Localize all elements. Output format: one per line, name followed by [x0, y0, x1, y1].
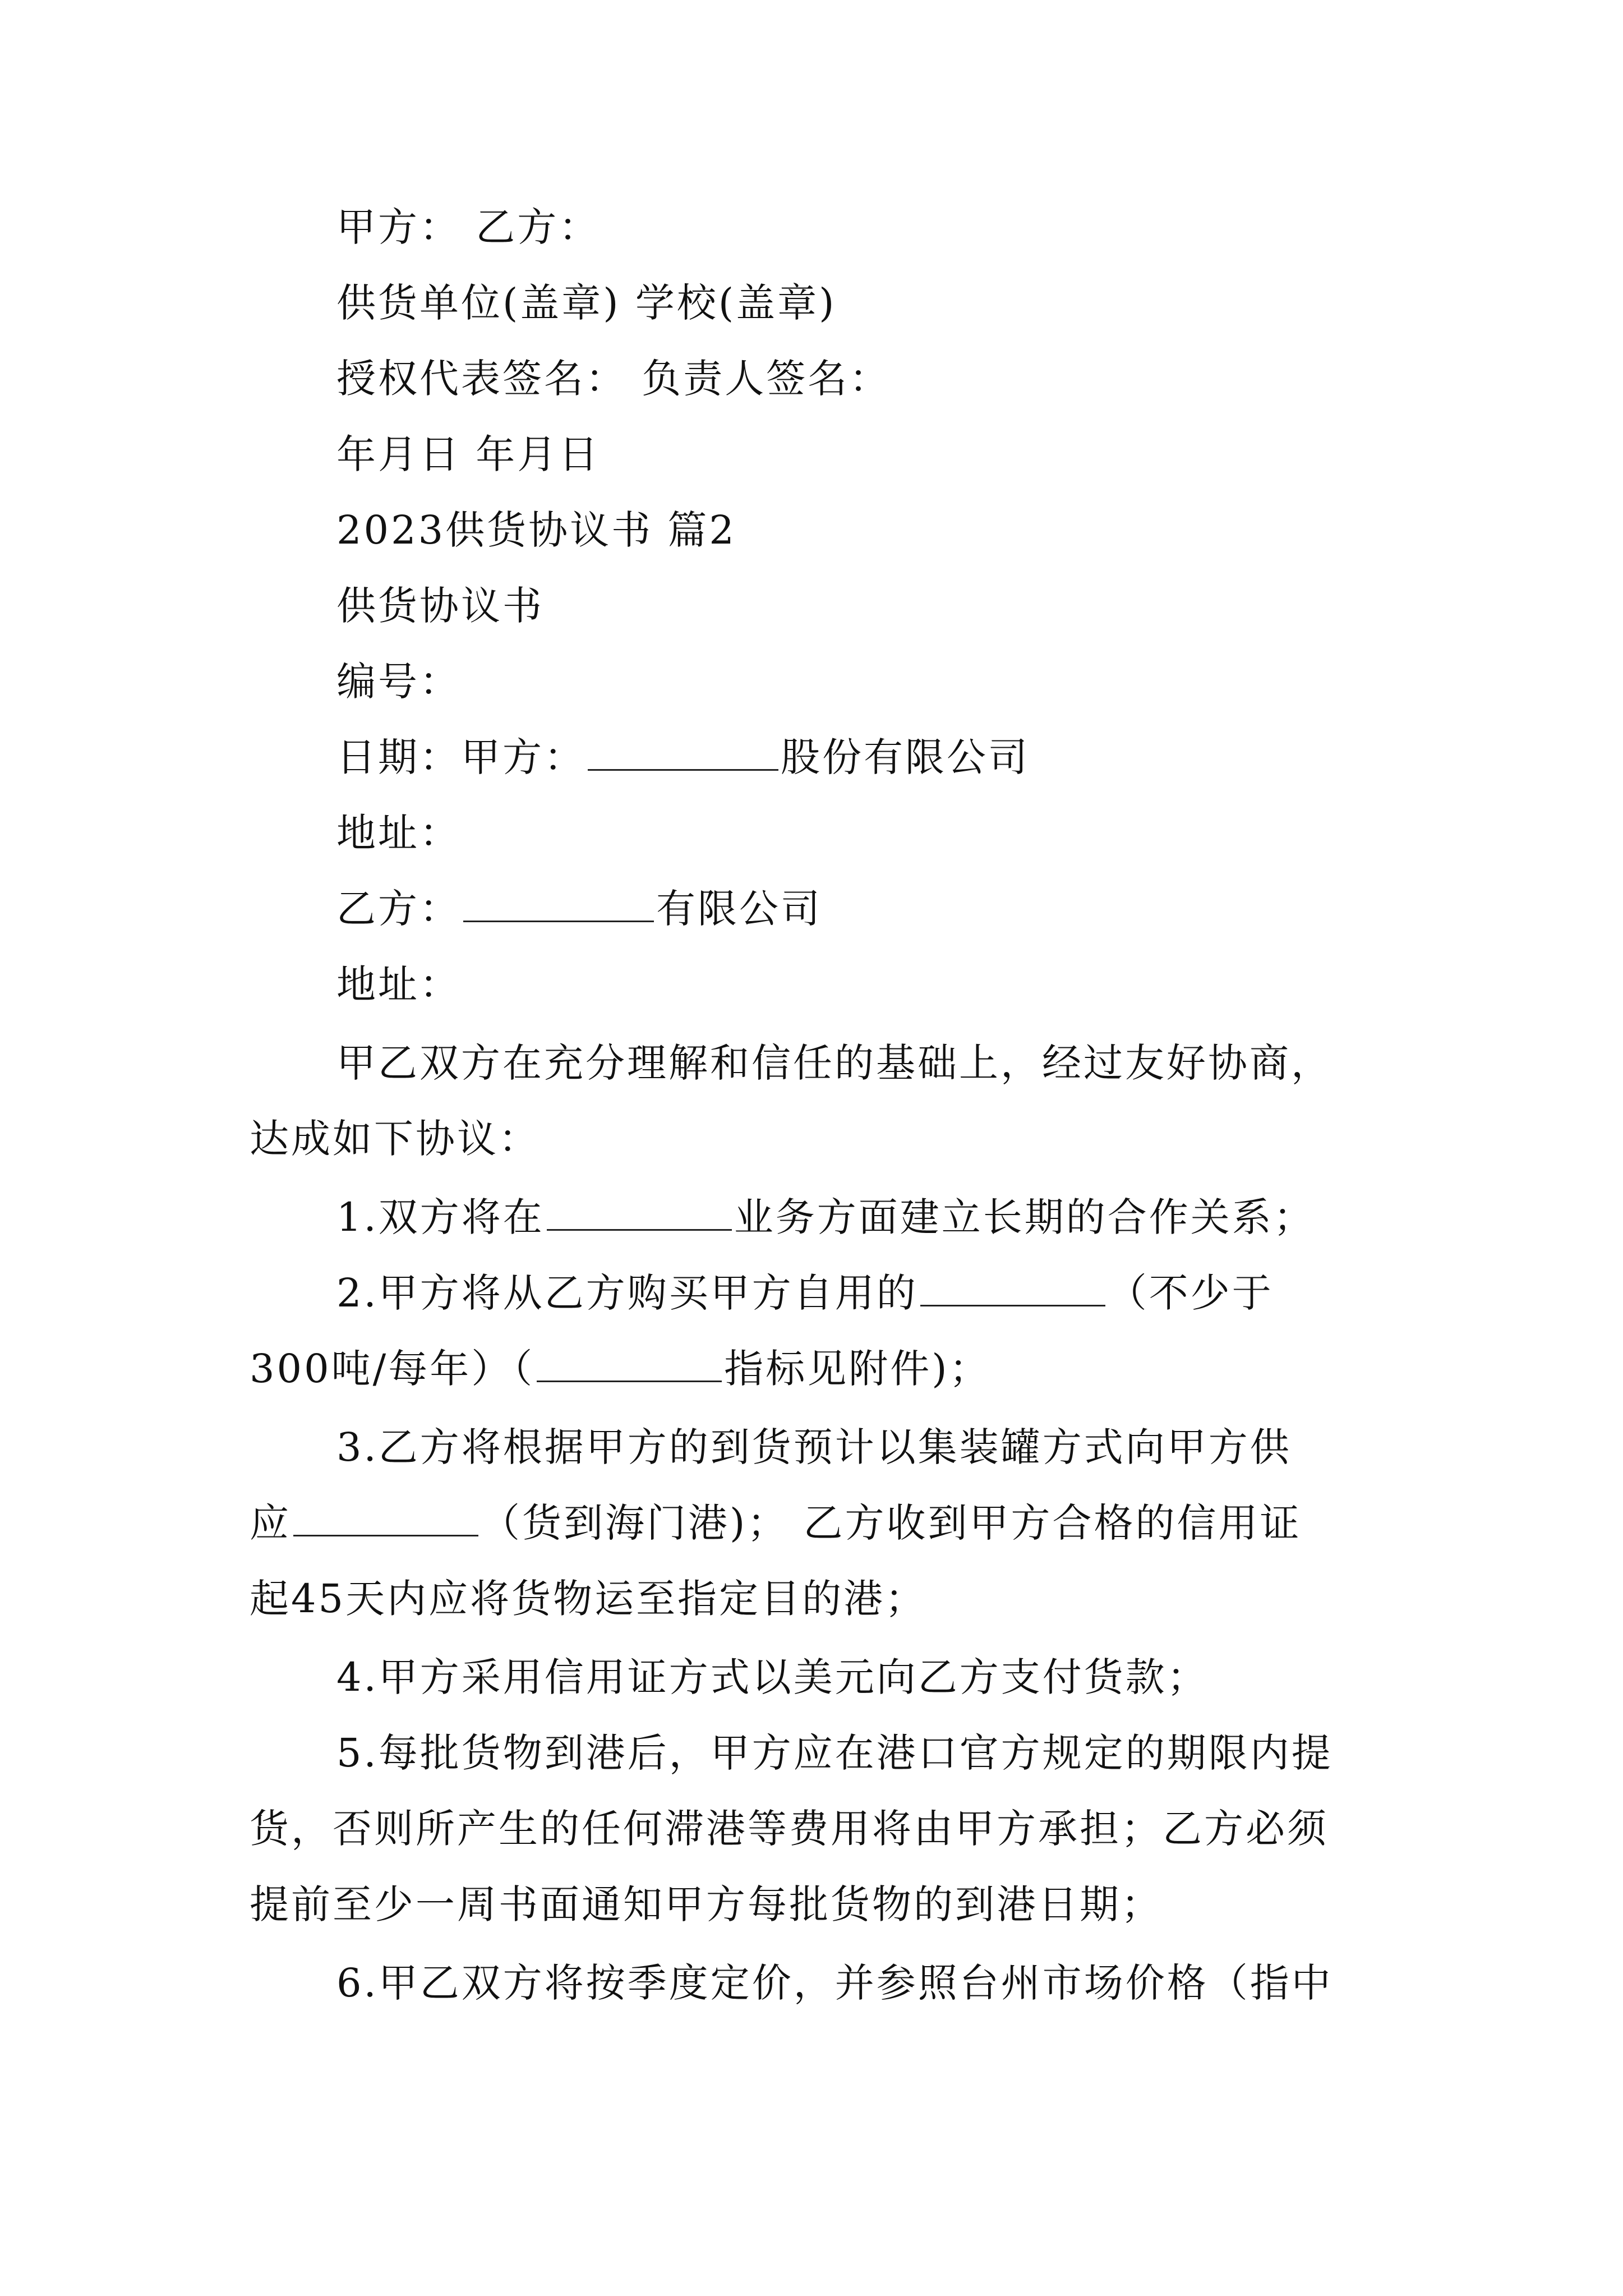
clause-2-start: 2.甲方将从乙方购买甲方自用的: [336, 1270, 918, 1316]
party-b-blank: [463, 886, 654, 922]
clause-3-line-3: [250, 1571, 926, 1627]
document-title: [336, 578, 544, 634]
seal-line: [336, 275, 837, 331]
clause-5-line-2: [250, 1801, 1329, 1857]
clause-2-line-1: [336, 1265, 1274, 1321]
clause-5-line-1: [336, 1725, 1333, 1781]
date-party-a-line: [336, 729, 1030, 785]
section-heading-text: 2023供货协议书 篇2: [336, 507, 736, 553]
clause-5-line-3: [250, 1876, 1163, 1932]
number-line: [336, 654, 461, 710]
clause-1-start: 1.双方将在: [336, 1194, 545, 1240]
signature-line: [336, 351, 891, 407]
address-a-line: [336, 805, 461, 861]
address-a-label: 地址：: [336, 810, 461, 856]
seal-text: 供货单位(盖章) 学校(盖章): [336, 280, 837, 326]
address-b-line: [336, 956, 461, 1013]
clause-2-spec: 指标见附件)；: [724, 1346, 991, 1392]
parties-text: 甲方： 乙方：: [336, 204, 601, 250]
signature-parties-line: [336, 199, 600, 255]
section-heading: [336, 502, 736, 558]
intro-text-2: 达成如下协议：: [250, 1116, 540, 1162]
clause-3-supply: 应: [250, 1500, 291, 1546]
date-text: 年月日 年月日: [336, 431, 601, 477]
clause-3-text-2: （货到海门港)； 乙方收到甲方合格的信用证: [481, 1500, 1302, 1546]
party-b-label: 乙方：: [336, 886, 461, 932]
clause-3-blank: [293, 1500, 478, 1536]
clause-1-blank: [547, 1194, 732, 1231]
date-line: [336, 426, 600, 482]
intro-text-1: 甲乙双方在充分理解和信任的基础上，经过友好协商，: [336, 1040, 1332, 1086]
clause-3-text-1: 3.乙方将根据甲方的到货预计以集装罐方式向甲方供: [336, 1424, 1292, 1470]
intro-paragraph-line-1: [336, 1035, 1332, 1091]
party-a-company-suffix: 股份有限公司: [781, 734, 1030, 780]
document-title-text: 供货协议书: [336, 583, 544, 629]
clause-2-line-2: [250, 1341, 991, 1397]
clause-3-line-2: [250, 1495, 1302, 1551]
party-b-line: [336, 881, 822, 937]
intro-paragraph-line-2: [250, 1111, 540, 1167]
clause-4: [336, 1649, 1209, 1705]
clause-3-line-1: [336, 1419, 1292, 1475]
clause-2-quantity: 300吨/每年）（: [250, 1346, 535, 1392]
clause-5-text-2: 货，否则所产生的任何滞港等费用将由甲方承担；乙方必须: [250, 1806, 1329, 1852]
clause-3-text-3: 起45天内应将货物运至指定目的港；: [250, 1576, 927, 1622]
clause-6-text-1: 6.甲乙双方将按季度定价，并参照台州市场价格（指中: [336, 1960, 1333, 2006]
clause-2-blank-1: [920, 1270, 1105, 1306]
clause-4-text: 4.甲方采用信用证方式以美元向乙方支付货款；: [336, 1654, 1209, 1700]
number-label: 编号：: [336, 659, 461, 705]
signature-text: 授权代表签名： 负责人签名：: [336, 356, 891, 402]
clause-1: [336, 1189, 1315, 1245]
clause-1-end: 业务方面建立长期的合作关系；: [734, 1194, 1315, 1240]
clause-6-line-1: [336, 1955, 1333, 2011]
clause-5-text-3: 提前至少一周书面通知甲方每批货物的到港日期；: [250, 1881, 1163, 1927]
party-a-blank: [588, 734, 778, 771]
date-party-a-label: 日期：甲方：: [336, 734, 585, 780]
address-b-label: 地址：: [336, 961, 461, 1007]
clause-2-end: （不少于: [1107, 1270, 1274, 1316]
clause-5-text-1: 5.每批货物到港后，甲方应在港口官方规定的期限内提: [336, 1730, 1333, 1776]
party-b-company-suffix: 有限公司: [656, 886, 822, 932]
clause-2-blank-2: [537, 1346, 722, 1382]
